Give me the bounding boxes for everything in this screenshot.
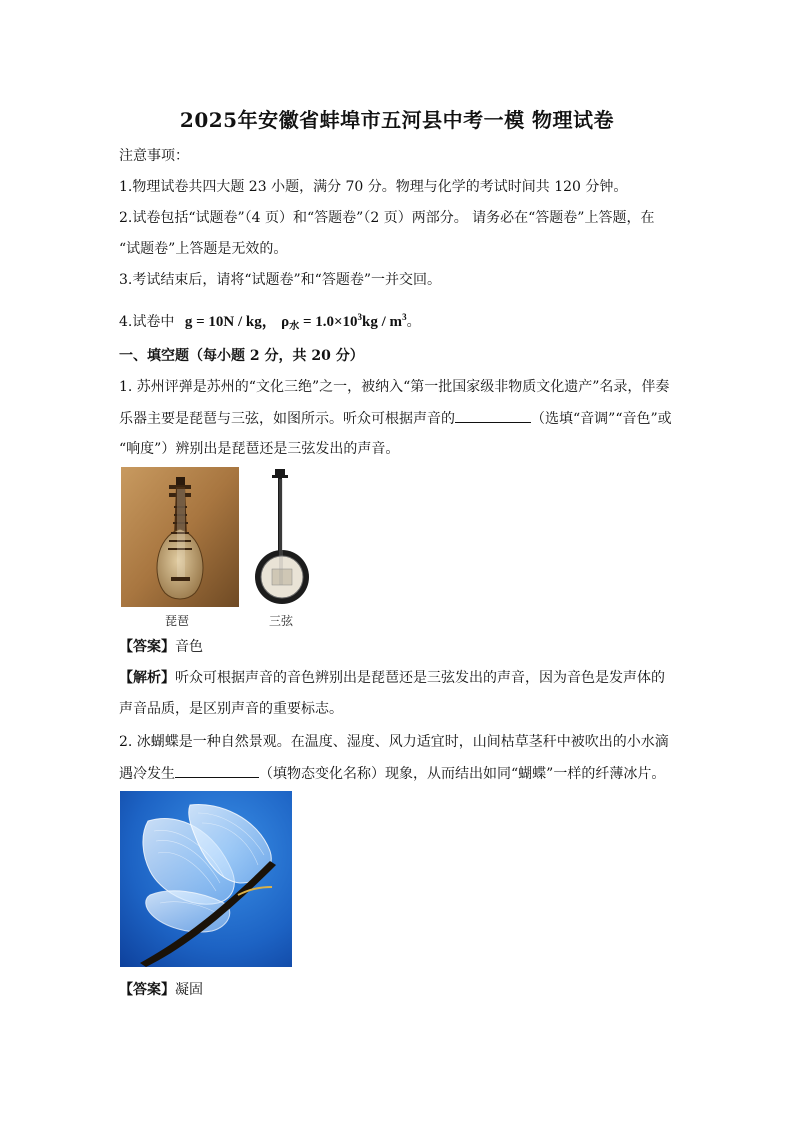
formula-exponent: 3 xyxy=(357,312,363,322)
q2-answer-label: 【答案】 xyxy=(119,982,175,998)
notice-heading: 注意事项： xyxy=(119,148,189,164)
pipa-illustration xyxy=(121,467,239,607)
caption-sanxian: 三弦 xyxy=(269,614,294,628)
q1-line-3: “响度”）辨别出是琵琶还是三弦发出的声音。 xyxy=(119,441,400,457)
notice-item-4-prefix: 4.试卷中 xyxy=(119,314,175,330)
notice-item-2-cont: “试题卷”上答题是无效的。 xyxy=(119,241,288,257)
page-title: 2025年安徽省蚌埠市五河县中考一模 物理试卷 xyxy=(179,108,615,132)
formula-end: 。 xyxy=(406,314,421,330)
sanxian-image xyxy=(252,467,314,607)
formula-g: g = 10N / kg， xyxy=(184,314,277,330)
q1-analysis-text: 听众可根据声音的音色辨别出是琵琶还是三弦发出的声音，因为音色是发声体的 xyxy=(175,670,665,686)
q2-line-2-a: 遇冷发生 xyxy=(119,766,175,782)
q2-answer xyxy=(119,980,203,1000)
section-1-heading: 一、填空题（每小题 2 分，共 20 分） xyxy=(119,348,364,364)
q1-line-1: 1. 苏州评弹是苏州的“文化三绝”之一，被纳入“第一批国家级非物质文化遗产”名录，伴奏 xyxy=(119,379,670,395)
formula-rho xyxy=(281,314,406,330)
notice-item-3: 3.考试结束后，请将“试题卷”和“答题卷”一并交回。 xyxy=(119,272,441,288)
formula-unit-exponent: 3 xyxy=(402,312,407,322)
q1-line-2-a: 乐器主要是琵琶与三弦，如图所示。听众可根据声音的 xyxy=(119,411,455,427)
formula-rho-subscript: 水 xyxy=(289,321,300,332)
q1-answer-label: 【答案】 xyxy=(119,639,175,655)
q1-analysis-cont: 声音品质，是区别声音的重要标志。 xyxy=(119,701,343,717)
q1-line-2-b: （选填“音调”“音色”或 xyxy=(531,411,672,427)
pipa-image xyxy=(121,467,239,607)
q2-line-1: 2. 冰蝴蝶是一种自然景观。在温度、湿度、风力适宜时，山间枯草茎秆中被吹出的小水滴 xyxy=(119,734,669,750)
ice-butterfly-illustration xyxy=(120,791,292,967)
sanxian-illustration xyxy=(252,467,314,607)
notice-item-4 xyxy=(119,307,421,337)
q1-line-2 xyxy=(119,408,672,429)
q2-line-2-b: （填物态变化名称）现象，从而结出如同“蝴蝶”一样的纤薄冰片。 xyxy=(259,766,666,782)
q1-answer-text: 音色 xyxy=(175,639,203,655)
q1-analysis-label: 【解析】 xyxy=(119,670,175,686)
q1-analysis xyxy=(119,668,665,688)
q2-answer-blank[interactable] xyxy=(175,763,259,778)
caption-pipa: 琵琶 xyxy=(165,614,190,628)
notice-item-1: 1.物理试卷共四大题 23 小题，满分 70 分。物理与化学的考试时间共 120 分钟。 xyxy=(119,179,628,195)
q2-line-2 xyxy=(119,763,665,784)
q1-answer xyxy=(119,637,203,657)
formula-rho-symbol: ρ xyxy=(281,314,290,330)
q2-answer-text: 凝固 xyxy=(175,982,203,998)
formula-unit: kg / m xyxy=(362,314,403,330)
notice-item-2: 2.试卷包括“试题卷”（4 页）和“答题卷”（2 页）两部分。 请务必在“答题卷”上答题，在 xyxy=(119,210,655,226)
ice-butterfly-image xyxy=(120,791,292,967)
q1-answer-blank[interactable] xyxy=(455,408,531,423)
formula-rho-value: = 1.0×10 xyxy=(299,314,358,330)
